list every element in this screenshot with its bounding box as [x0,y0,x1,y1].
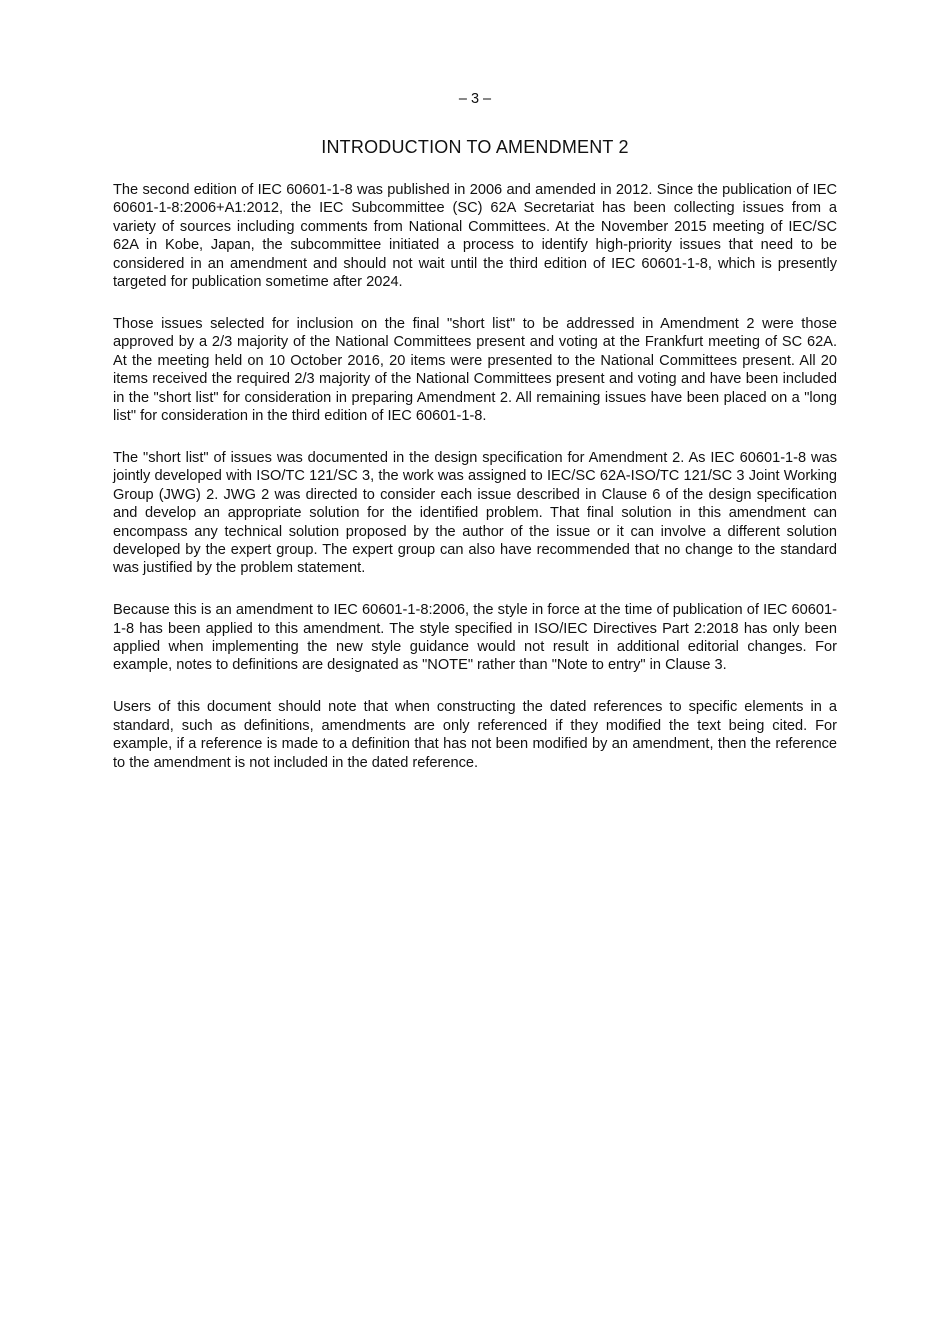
paragraph-1: The second edition of IEC 60601-1-8 was published in 2006 and amended in 2012. Since the publication of IEC 60601-1-8:2006+A1:2012, the IEC Subcommittee (SC) 62A Secretariat has been collecting issues from a variety of sources including comments from National Committees. At the November 2015 meeting of IEC/SC 62A in Kobe, Japan, the subcommittee initiated a process to identify high-priority issues that need to be considered in an amendment and should not wait until the third edition of IEC 60601-1-8, which is presently targeted for publication sometime after 2024. [113,182,837,291]
page-title: INTRODUCTION TO AMENDMENT 2 [321,137,629,157]
page-number: – 3 – [458,91,492,107]
paragraph-4: Because this is an amendment to IEC 60601-1-8:2006, the style in force at the time of publication of IEC 60601-1-8 has been applied to this amendment. The style specified in ISO/IEC Directives Part 2:2018 has only been applied when implementing the new style guidance would not result in additional editorial changes. For example, notes to definitions are designated as "NOTE" rather than "Note to entry" in Clause 3. [113,602,837,674]
paragraph-5: Users of this document should note that when constructing the dated references to specific elements in a standard, such as definitions, amendments are only referenced if they modified the text being cited. For example, if a reference is made to a definition that has not been modified by an amendment, then the reference to the amendment is not included in the dated reference. [113,699,837,771]
document-body [113,181,837,795]
paragraph-3: The "short list" of issues was documented in the design specification for Amendment 2. As IEC 60601-1-8 was jointly developed with ISO/TC 121/SC 3, the work was assigned to IEC/SC 62A-ISO/TC 121/SC 3 Joint Working Group (JWG) 2. JWG 2 was directed to consider each issue described in Clause 6 of the design specification and develop an appropriate solution for the identified problem. That final solution in this amendment can encompass any technical solution proposed by the author of the issue or it can involve a different solution developed by the expert group. The expert group can also have recommended that no change to the standard was justified by the problem statement. [113,449,837,577]
paragraph-2: Those issues selected for inclusion on the final "short list" to be addressed in Amendment 2 were those approved by a 2/3 majority of the National Committees present and voting at the Frankfurt meeting of SC 62A. At the meeting held on 10 October 2016, 20 items were presented to the National Committees present. All 20 items received the required 2/3 majority of the National Committees present and voting and have been included in the "short list" for consideration in preparing Amendment 2. All remaining issues have been placed on a "long list" for consideration in the third edition of IEC 60601-1-8. [113,315,837,424]
